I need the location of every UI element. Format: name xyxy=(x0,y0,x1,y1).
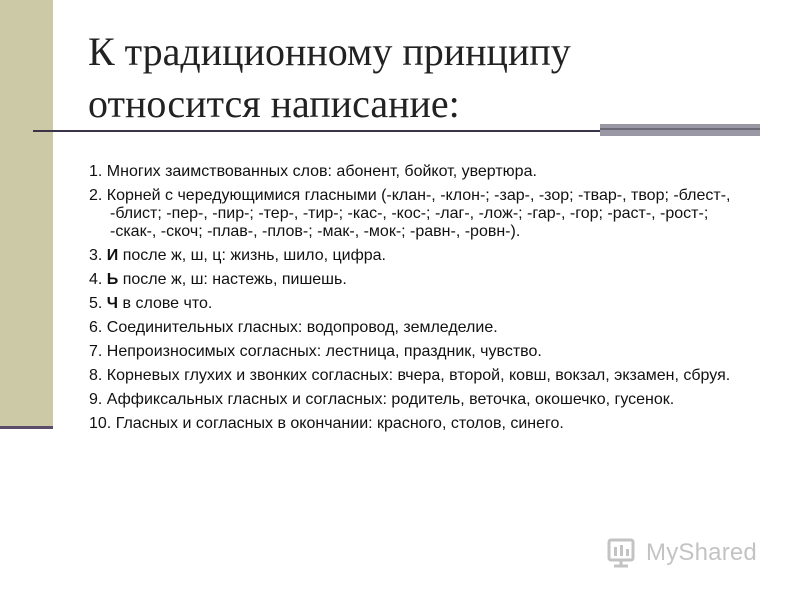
list-item-number: 8. xyxy=(89,367,103,384)
list-item xyxy=(89,271,759,289)
list-item-text: Гласных и согласных в окончании: красного, столов, синего. xyxy=(111,415,564,432)
list-item-number: 9. xyxy=(89,391,103,408)
side-accent-band xyxy=(0,0,53,428)
list-item xyxy=(89,295,759,313)
list-item-number: 3. xyxy=(89,247,103,264)
slide-title xyxy=(88,26,728,130)
list-item-bold-letter: Ч xyxy=(106,295,119,312)
list-item xyxy=(89,319,759,337)
list-item-text: после ж, ш: настежь, пишешь. xyxy=(118,271,347,288)
list-item xyxy=(89,163,759,181)
list-item-text: Многих заимствованных слов: абонент, бойкот, увертюра. xyxy=(102,163,537,180)
list-item-bold-letter: Ь xyxy=(106,271,119,288)
myshared-logo-icon xyxy=(606,537,640,569)
list-item xyxy=(89,187,759,241)
list-item-number: 5. xyxy=(89,295,103,312)
list-item-text: Аффиксальных гласных и согласных: родитель, веточка, окошечко, гусенок. xyxy=(102,391,675,408)
title-divider-bar xyxy=(600,124,760,136)
slide-title-line-2: относится написание: xyxy=(88,81,460,126)
slide-title-line-1: К традиционному принципу xyxy=(88,29,571,74)
list-item-number: 10. xyxy=(89,415,112,432)
list-item xyxy=(89,391,759,409)
list-item-text: Непроизносимых согласных: лестница, праздник, чувство. xyxy=(102,343,542,360)
spelling-rules-list xyxy=(89,163,759,439)
watermark-text: MyShared xyxy=(646,539,757,566)
list-item xyxy=(89,367,759,385)
list-item-text: в слове что. xyxy=(118,295,213,312)
list-item-number: 2. xyxy=(89,187,103,204)
list-item-number: 7. xyxy=(89,343,103,360)
side-accent-band-rule xyxy=(0,426,53,429)
list-item-bold-letter: И xyxy=(106,247,119,264)
list-item-text: Корней с чередующимися гласными (-клан-, -клон-; -зар-, -зор; -твар-, твор; -блест-, -блист; -пер-, -пир-; -тер-, -тир-; -кас-, -кос-; -лаг-, -лож-; -гар-, -гор; -раст-, -рост-; -скак-, -скоч; -плав-, -плов-; -мак-, -мок-; -равн-, -ровн-). xyxy=(102,187,731,240)
list-item-text: после ж, ш, ц: жизнь, шило, цифра. xyxy=(118,247,386,264)
list-item xyxy=(89,343,759,361)
myshared-watermark xyxy=(606,537,757,569)
list-item-number: 1. xyxy=(89,163,103,180)
list-item xyxy=(89,247,759,265)
title-divider-line xyxy=(33,130,600,132)
list-item-text: Корневых глухих и звонких согласных: вчера, второй, ковш, вокзал, экзамен, сбруя. xyxy=(102,367,731,384)
list-item-number: 4. xyxy=(89,271,103,288)
list-item-number: 6. xyxy=(89,319,103,336)
list-item-text: Соединительных гласных: водопровод, земледелие. xyxy=(102,319,498,336)
list-item xyxy=(89,415,759,433)
